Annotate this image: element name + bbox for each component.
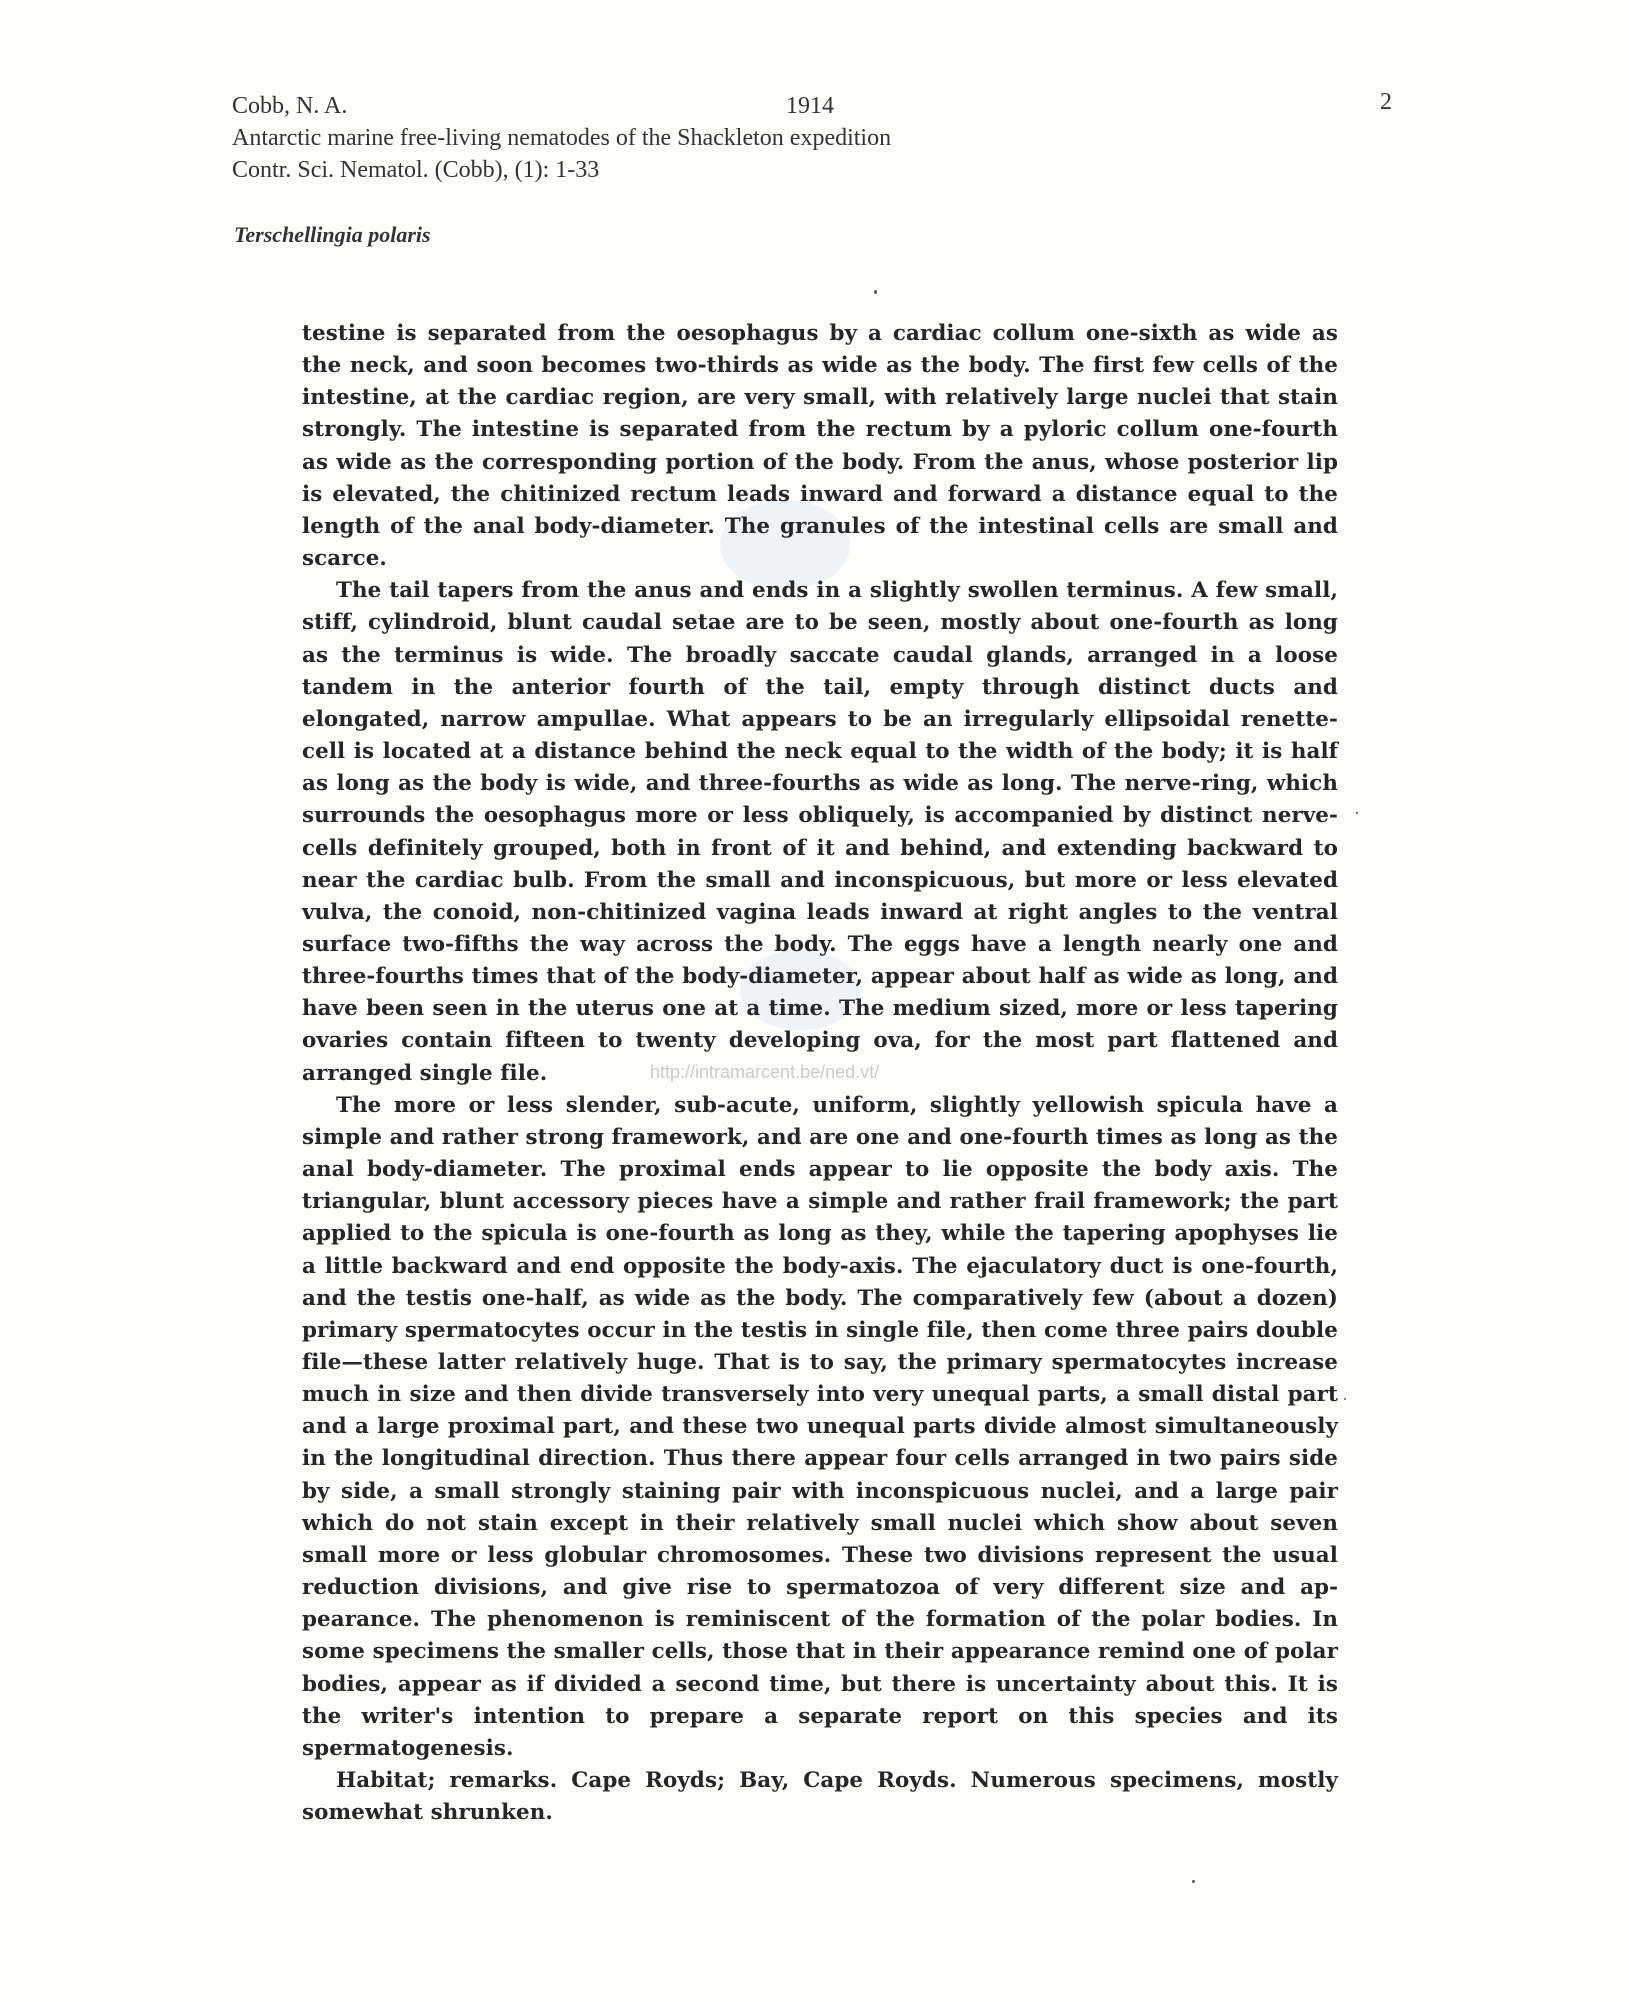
scan-speck [874,290,877,294]
title-line: Antarctic marine free-living nematodes of the Shackleton expedition [232,125,892,151]
species-name: Terschellingia polaris [234,222,431,247]
paragraph: The more or less slender, sub-acute, uniform, slightly yellowish spicula have a simple and rather strong framework, and are one and one-fourth times as long as the anal body-diameter. The proximal ends appear to lie opposite the body axis. The triangular, blunt accessory pieces have a simple and rather frail framework; the part applied to the spicula is one-fourth as long as they, while the tapering apophyses lie a little backward and end opposite the body-axis. The ejaculatory duct is one-fourth, and the testis one-half, as wide as the body. The comparatively few (about a dozen) primary spermatocytes occur in the testis in single file, then come three pairs double file—these latter relatively huge. That is to say, the primary spermatocytes increase much in size and then divide transversely into very unequal parts, a small distal part and a large proximal part, and these two unequal parts divide almost simultaneously in the longitudinal direction. Thus there appear four cells arranged in two pairs side by side, a small strongly staining pair with inconspicuous nuclei, and a large pair which do not stain except in their relatively small nuclei which show about seven small more or less globular chromosomes. These two divisions represent the usual reduction divisions, and give rise to spermatozoa of very different size and appearance. The phenomenon is reminiscent of the formation of the polar bodies. In some specimens the smaller cells, those that in their appearance remind one of polar bodies, appear as if divided a second time, but there is uncertainty about this. It is the writer's intention to prepare a separate report on this species and its spermatogenesis. [302,1092,1338,1761]
author-line: Cobb, N. A. [232,93,348,119]
scan-speck [1356,812,1358,814]
paragraph: testine is separated from the oesophagus by a cardiac collum one-sixth as wide as the neck, and soon becomes two-thirds as wide as the body. The first few cells of the intestine, at the cardiac region, are very small, with relatively large nuclei that stain strongly. The intestine is separated from the rectum by a pyloric collum one-fourth as wide as the corresponding portion of the body. From the anus, whose posterior lip is elevated, the chitinized rectum leads inward and forward a distance equal to the length of the anal body-diameter. The granules of the intestinal cells are small and scarce. [302,321,1338,572]
watermark: http://intramarcent.be/ned.vt/ [650,1062,880,1082]
scan-speck [1344,1398,1346,1400]
journal-line: Contr. Sci. Nematol. (Cobb), (1): 1-33 [232,157,600,183]
year: 1914 [786,93,834,119]
paragraph: Habitat; remarks. Cape Royds; Bay, Cape Royds. Numerous specimens, mostly somewhat shrunken. [302,1768,1338,1826]
scan-speck [1192,1880,1195,1883]
page-number: 2 [1380,89,1392,115]
paragraph: The tail tapers from the anus and ends in a slightly swollen terminus. A few small, stiff, cylindroid, blunt caudal setae are to be seen, mostly about one-fourth as long as the terminus is wide. The broadly saccate caudal glands, arranged in a loose tandem in the anterior fourth of the tail, empty through distinct ducts and elongated, narrow ampullae. What appears to be an irregularly ellipsoidal renette-cell is located at a distance behind the neck equal to the width of the body; it is half as long as the body is wide, and three-fourths as wide as long. The nerve-ring, which surrounds the oesophagus more or less obliquely, is accompanied by distinct nerve-cells definitely grouped, both in front of it and behind, and extending backward to near the cardiac bulb. From the small and inconspicuous, but more or less elevated vulva, the conoid, non-chitinized vagina leads inward at right angles to the ventral surface two-fifths the way across the body. The eggs have a length nearly one and three-fourths times that of the body-diameter, appear about half as wide as long, and have been seen in the uterus one at a time. The medium sized, more or less tapering ovaries contain fifteen to twenty developing ova, for the most part flattened and arranged single file. [302,578,1338,1086]
